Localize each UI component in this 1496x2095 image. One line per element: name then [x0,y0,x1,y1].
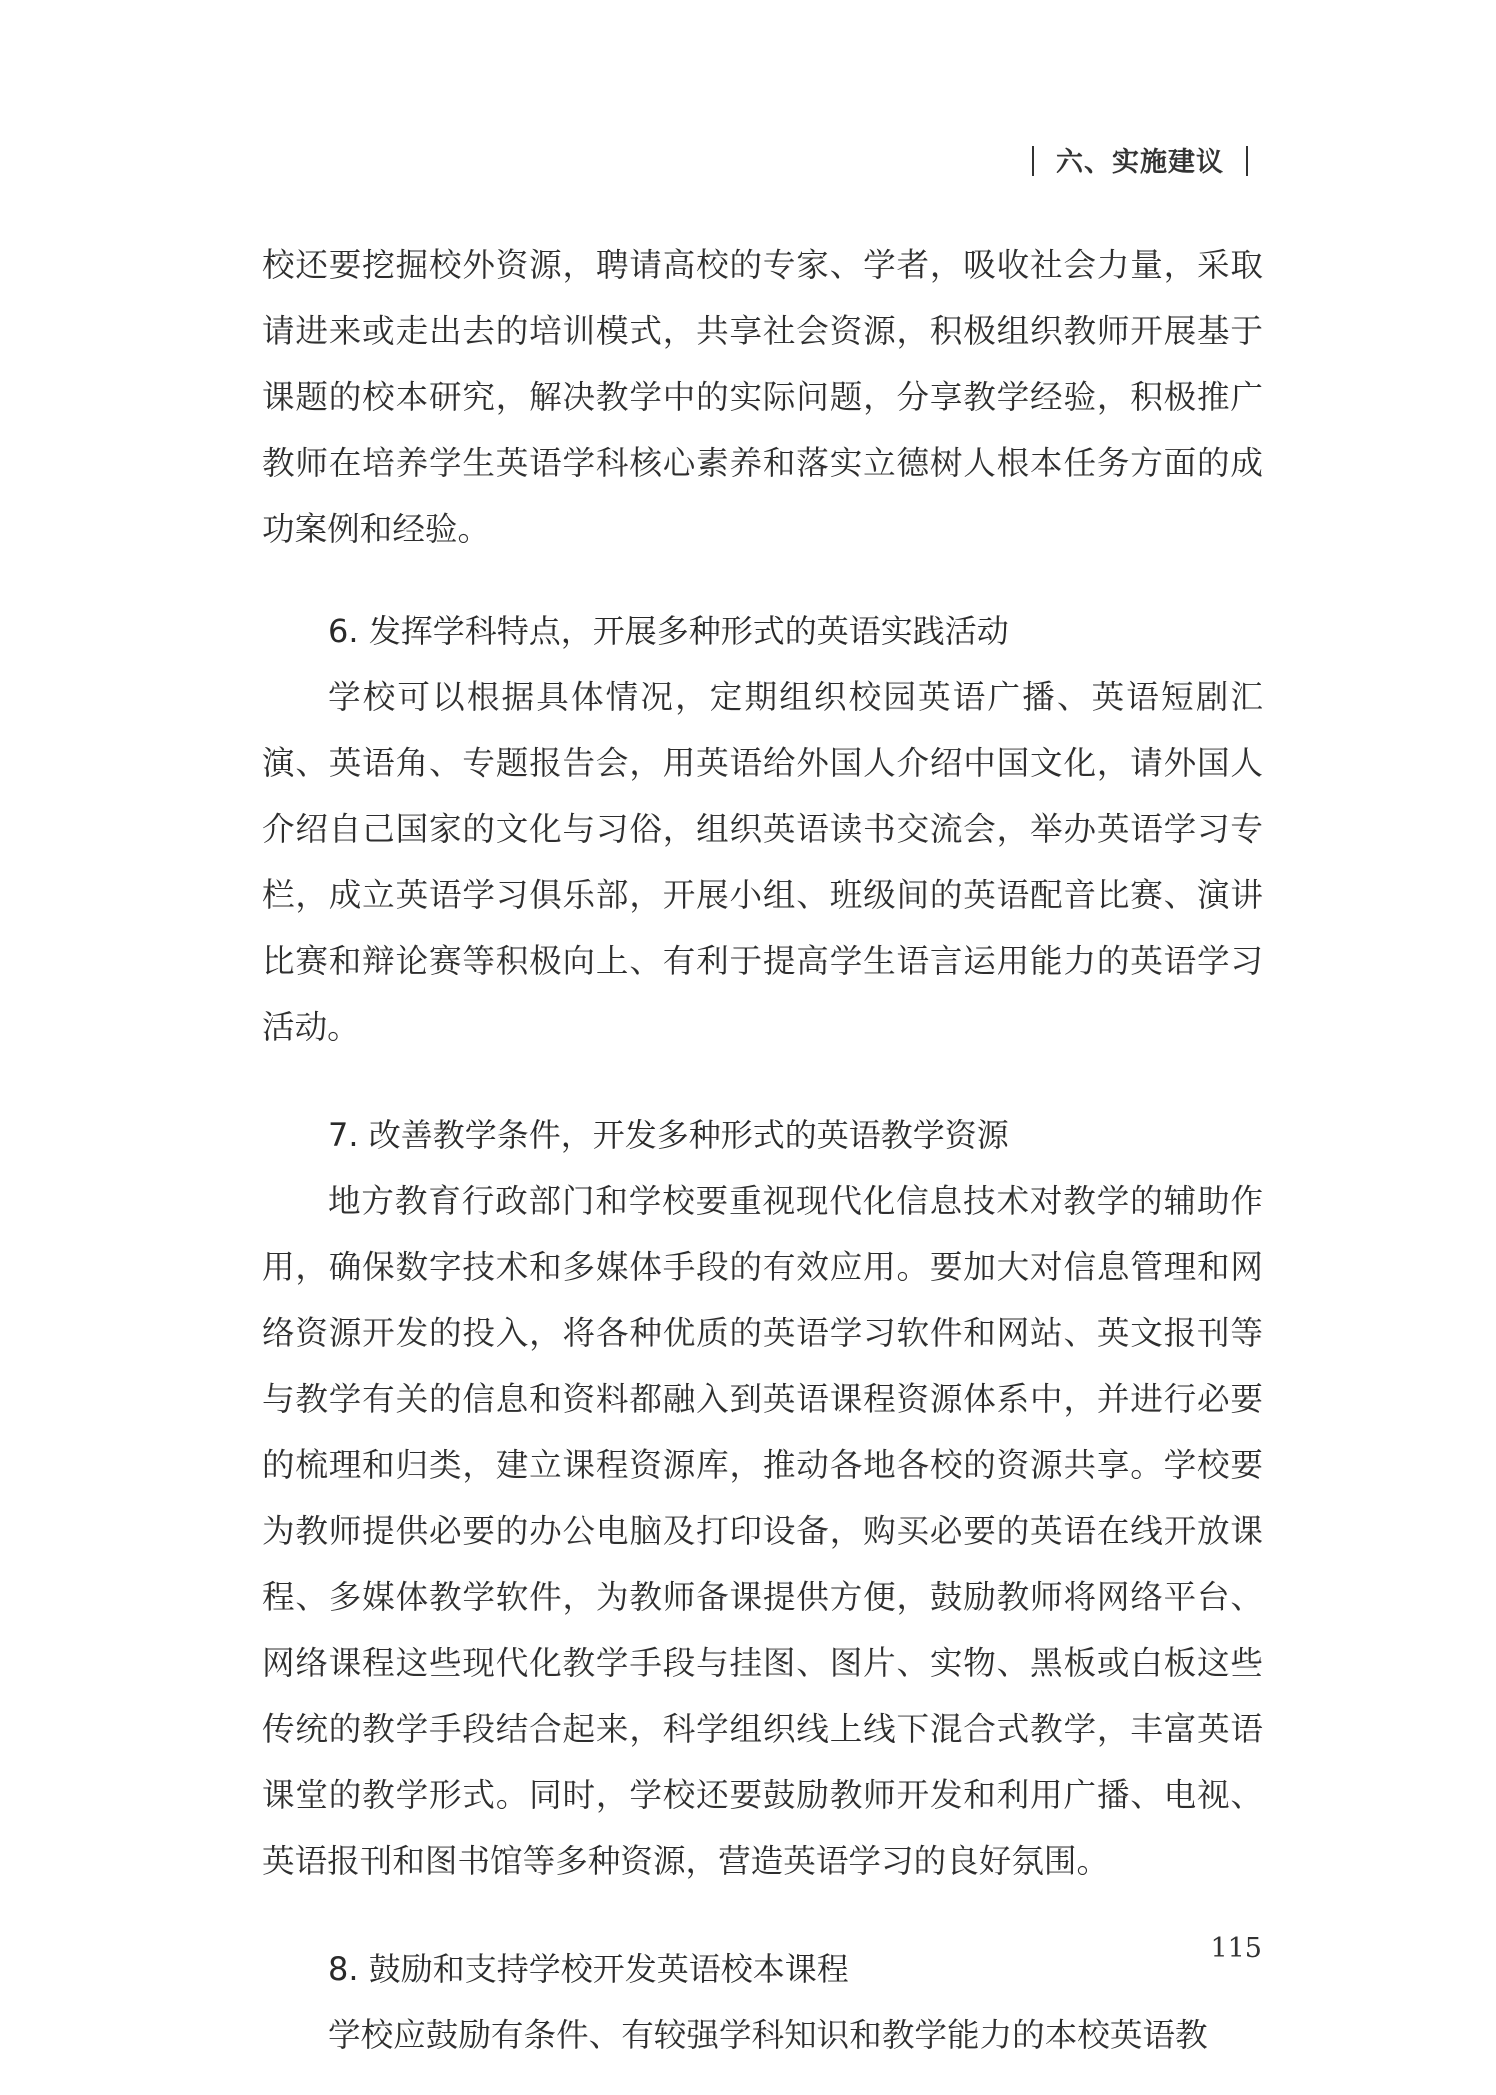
section-heading-6: 6. 发挥学科特点，开展多种形式的英语实践活动 [328,612,1009,650]
spacer [262,562,1263,598]
paragraph-school-curriculum: 学校应鼓励有条件、有较强学科知识和教学能力的本校英语教 [328,2016,1208,2054]
spacer [262,1060,1263,1102]
paragraph-continued: 校还要挖掘校外资源，聘请高校的专家、学者，吸收社会力量，采取请进来或走出去的培训模式，共享社会资源，积极组织教师开展基于课题的校本研究，解决教学中的实际问题，分享教学经验，积极推广教师在培养学生英语学科核心素养和落实立德树人根本任务方面的成功案例和经验。 [262,246,1263,548]
paragraph-teaching-resources: 地方教育行政部门和学校要重视现代化信息技术对教学的辅助作用，确保数字技术和多媒体手段的有效应用。要加大对信息管理和网络资源开发的投入，将各种优质的英语学习软件和网站、英文报刊等与教学有关的信息和资料都融入到英语课程资源体系中，并进行必要的梳理和归类，建立课程资源库，推动各地各校的资源共享。学校要为教师提供必要的办公电脑及打印设备，购买必要的英语在线开放课程、多媒体教学软件，为教师备课提供方便，鼓励教师将网络平台、网络课程这些现代化教学手段与挂图、图片、实物、黑板或白板这些传统的教学手段结合起来，科学组织线上线下混合式教学，丰富英语课堂的教学形式。同时，学校还要鼓励教师开发和利用广播、电视、英语报刊和图书馆等多种资源，营造英语学习的良好氛围。 [262,1182,1263,1880]
header-right-rule [1246,146,1248,176]
spacer [262,1894,1263,1936]
section-heading-7: 7. 改善教学条件，开发多种形式的英语教学资源 [328,1116,1009,1154]
paragraph-practice-activities: 学校可以根据具体情况，定期组织校园英语广播、英语短剧汇演、英语角、专题报告会，用英语给外国人介绍中国文化，请外国人介绍自己国家的文化与习俗，组织英语读书交流会，举办英语学习专栏，成立英语学习俱乐部，开展小组、班级间的英语配音比赛、演讲比赛和辩论赛等积极向上、有利于提高学生语言运用能力的英语学习活动。 [262,678,1263,1046]
section-heading-8: 8. 鼓励和支持学校开发英语校本课程 [328,1950,849,1988]
running-header [1010,140,1270,179]
page-number: 115 [1210,1933,1262,1964]
page-body [262,232,1263,2068]
header-left-rule [1032,146,1034,176]
header-section-title: 六、实施建议 [1056,147,1224,178]
